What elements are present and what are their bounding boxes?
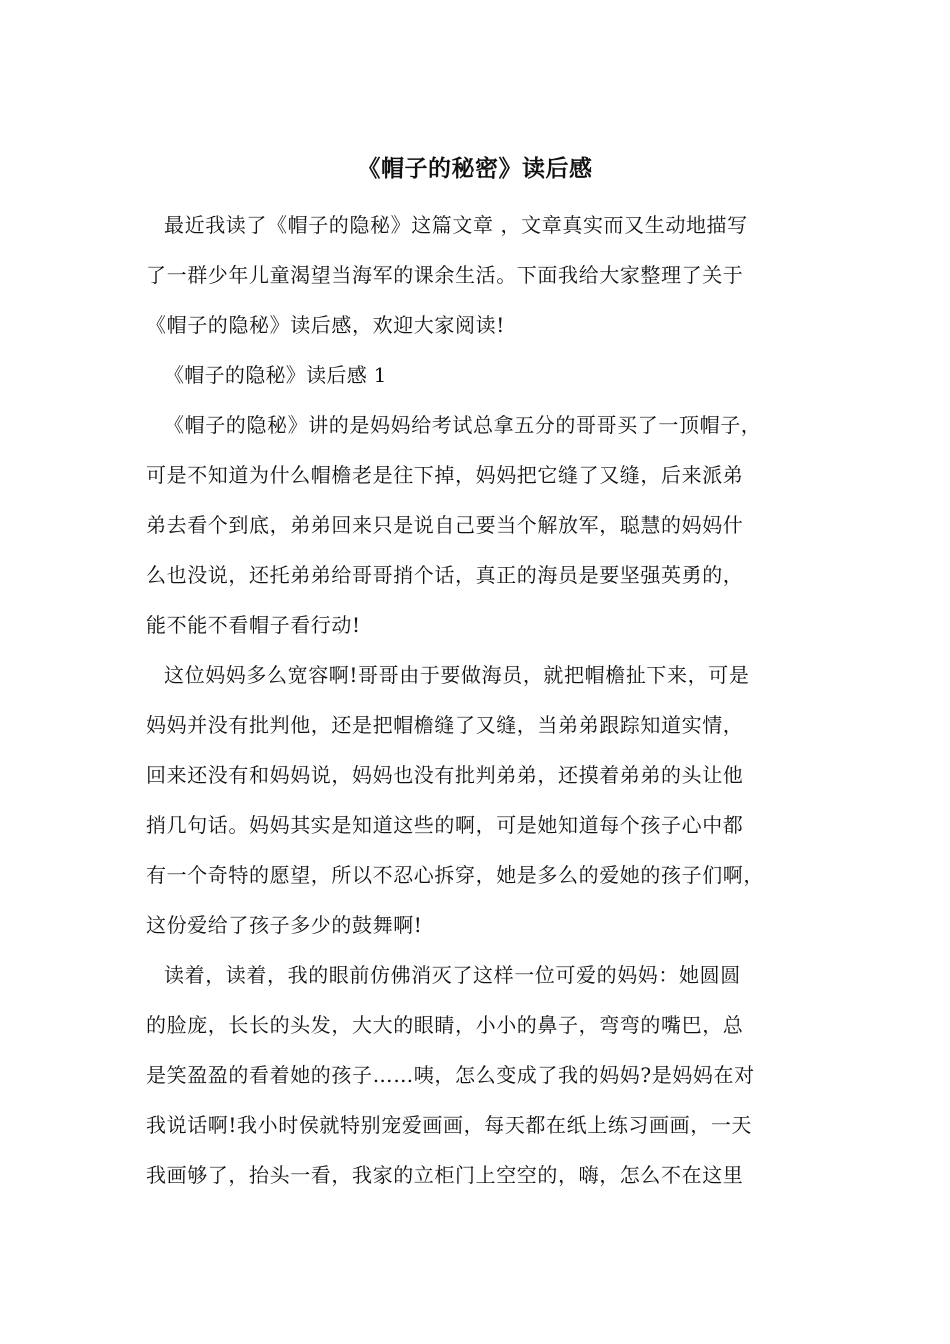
text-line-11: 妈妈并没有批判他，还是把帽檐缝了又缝，当弟弟跟踪知道实情，: [146, 713, 744, 737]
text-line-3: 《帽子的隐秘》读后感，欢迎大家阅读!: [146, 313, 505, 337]
text-line-20: 我画够了，抬头一看，我家的立柜门上空空的，嗨，怎么不在这里: [146, 1163, 744, 1187]
text-line-19: 我说话啊!我小时侯就特别宠爱画画，每天都在纸上练习画画，一天: [146, 1113, 753, 1137]
document-body: [146, 206, 826, 1206]
text-line-6: 可是不知道为什么帽檐老是往下掉，妈妈把它缝了又缝，后来派弟: [146, 463, 744, 487]
document-title: 《帽子的秘密》读后感: [357, 156, 593, 182]
text-line-2: 了一群少年儿童渴望当海军的课余生活。下面我给大家整理了关于: [146, 263, 744, 287]
text-line-10: 这位妈妈多么宽容啊!哥哥由于要做海员，就把帽檐扯下来，可是: [164, 663, 750, 687]
text-line-12: 回来还没有和妈妈说，妈妈也没有批判弟弟，还摸着弟弟的头让他: [146, 763, 744, 787]
text-line-5: 《帽子的隐秘》讲的是妈妈给考试总拿五分的哥哥买了一顶帽子，: [164, 413, 762, 437]
text-line-1: 最近我读了《帽子的隐秘》这篇文章 ，文章真实而又生动地描写: [164, 213, 748, 237]
text-line-16: 读着，读着，我的眼前仿佛消灭了这样一位可爱的妈妈：她圆圆: [164, 963, 741, 987]
text-line-17: 的脸庞，长长的头发，大大的眼睛，小小的鼻子，弯弯的嘴巴，总: [146, 1013, 744, 1037]
text-line-14: 有一个奇特的愿望，所以不忍心拆穿，她是多么的爱她的孩子们啊，: [146, 863, 764, 887]
text-line-18: 是笑盈盈的看着她的孩子……咦，怎么变成了我的妈妈?是妈妈在对: [146, 1063, 755, 1087]
text-line-15: 这份爱给了孩子多少的鼓舞啊!: [146, 913, 423, 937]
section-heading-1: 《帽子的隐秘》读后感 1: [164, 363, 387, 387]
text-line-7: 弟去看个到底，弟弟回来只是说自己要当个解放军，聪慧的妈妈什: [146, 513, 744, 537]
text-line-8: 么也没说，还托弟弟给哥哥捎个话，真正的海员是要坚强英勇的，: [146, 563, 744, 587]
text-line-13: 捎几句话。妈妈其实是知道这些的啊，可是她知道每个孩子心中都: [146, 813, 744, 837]
text-line-9: 能不能不看帽子看行动!: [146, 613, 361, 637]
